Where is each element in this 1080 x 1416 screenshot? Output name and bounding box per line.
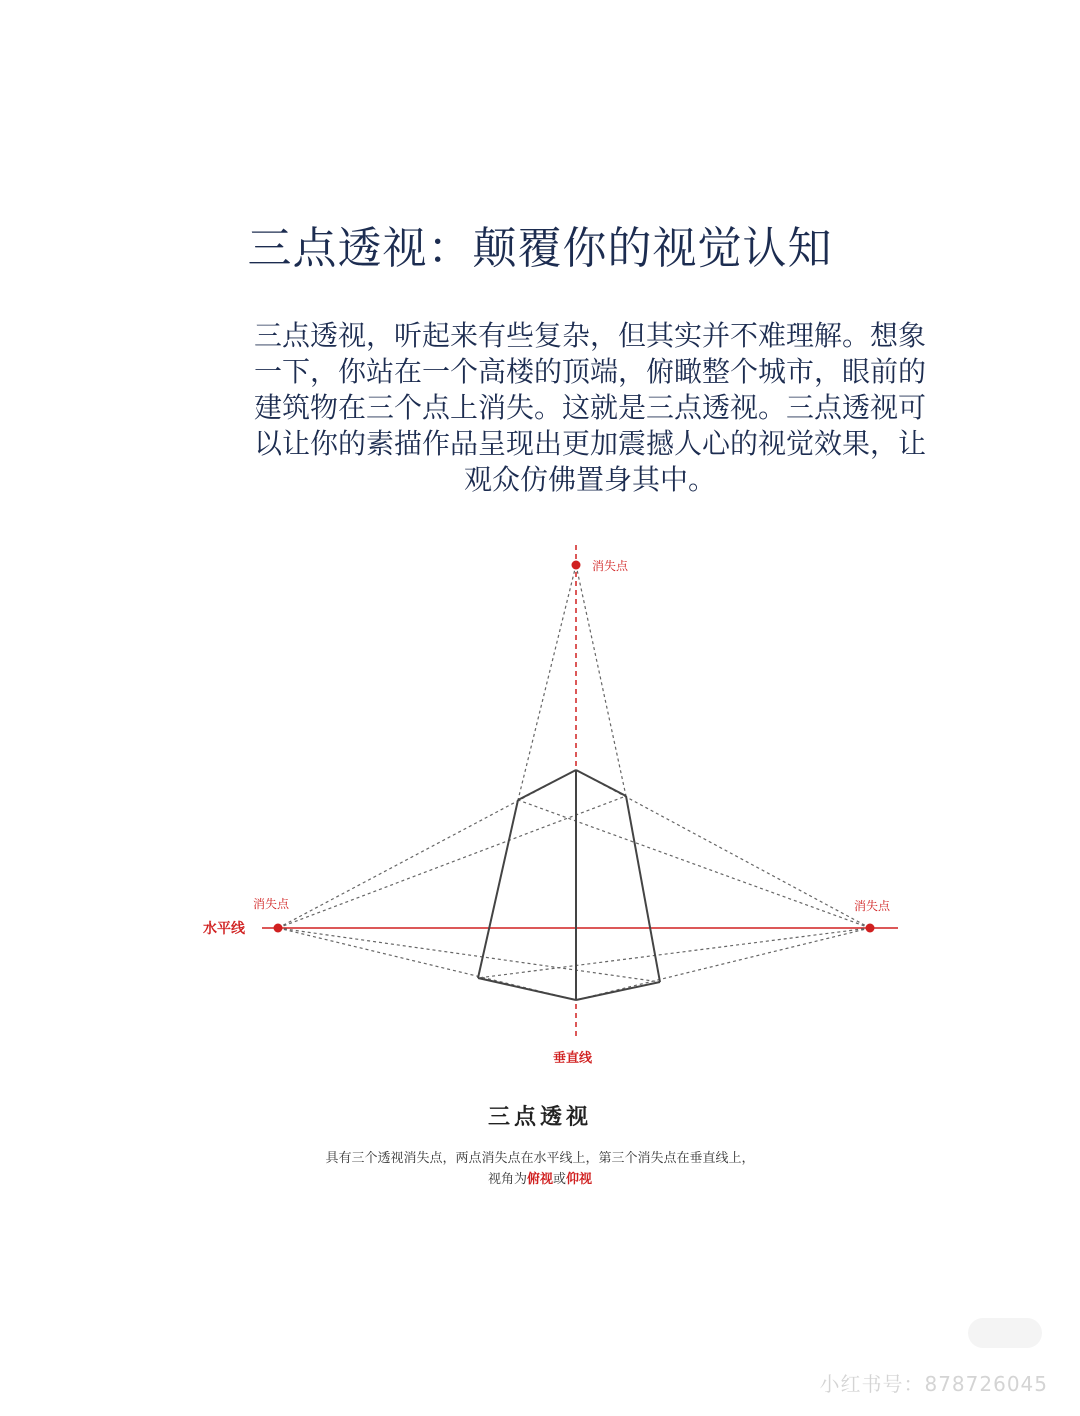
page-title: 三点透视：颠覆你的视觉认知 xyxy=(247,223,833,274)
caption-title: 三点透视 xyxy=(487,1105,592,1130)
caption-mid: 或 xyxy=(553,1172,567,1187)
caption-word-upward: 仰视 xyxy=(566,1172,593,1187)
intro-line: 三点透视，听起来有些复杂，但其实并不难理解。想象 xyxy=(253,319,926,352)
intro-line: 一下，你站在一个高楼的顶端，俯瞰整个城市，眼前的 xyxy=(253,355,926,388)
logo-icon xyxy=(968,1318,1042,1348)
vertical-label: 垂直线 xyxy=(553,1051,593,1066)
left-vp-construction-lines xyxy=(278,770,660,1000)
top-vanishing-point xyxy=(572,561,581,570)
caption-line-1: 具有三个透视消失点，两点消失点在水平线上，第三个消失点在垂直线上， xyxy=(325,1151,755,1166)
caption-line-2 xyxy=(0,1168,1080,1187)
box-outline xyxy=(478,770,660,1000)
three-point-perspective-diagram xyxy=(0,530,1080,1090)
right-vp-label: 消失点 xyxy=(854,899,891,913)
left-vanishing-point xyxy=(274,924,283,933)
intro-line: 观众仿佛置身其中。 xyxy=(463,463,716,496)
horizon-label: 水平线 xyxy=(203,921,245,937)
right-vp-construction-lines xyxy=(478,770,870,1000)
right-vanishing-point xyxy=(866,924,875,933)
top-vp-label: 消失点 xyxy=(592,559,629,573)
caption-word-overhead: 俯视 xyxy=(526,1172,553,1187)
left-vp-label: 消失点 xyxy=(253,897,290,911)
intro-line: 建筑物在三个点上消失。这就是三点透视。三点透视可 xyxy=(253,391,926,424)
caption-prefix: 视角为 xyxy=(487,1172,527,1187)
intro-line: 以让你的素描作品呈现出更加震撼人心的视觉效果，让 xyxy=(253,427,926,460)
watermark: 小红书号：878726045 xyxy=(819,1372,1048,1396)
intro-paragraph xyxy=(232,318,948,498)
